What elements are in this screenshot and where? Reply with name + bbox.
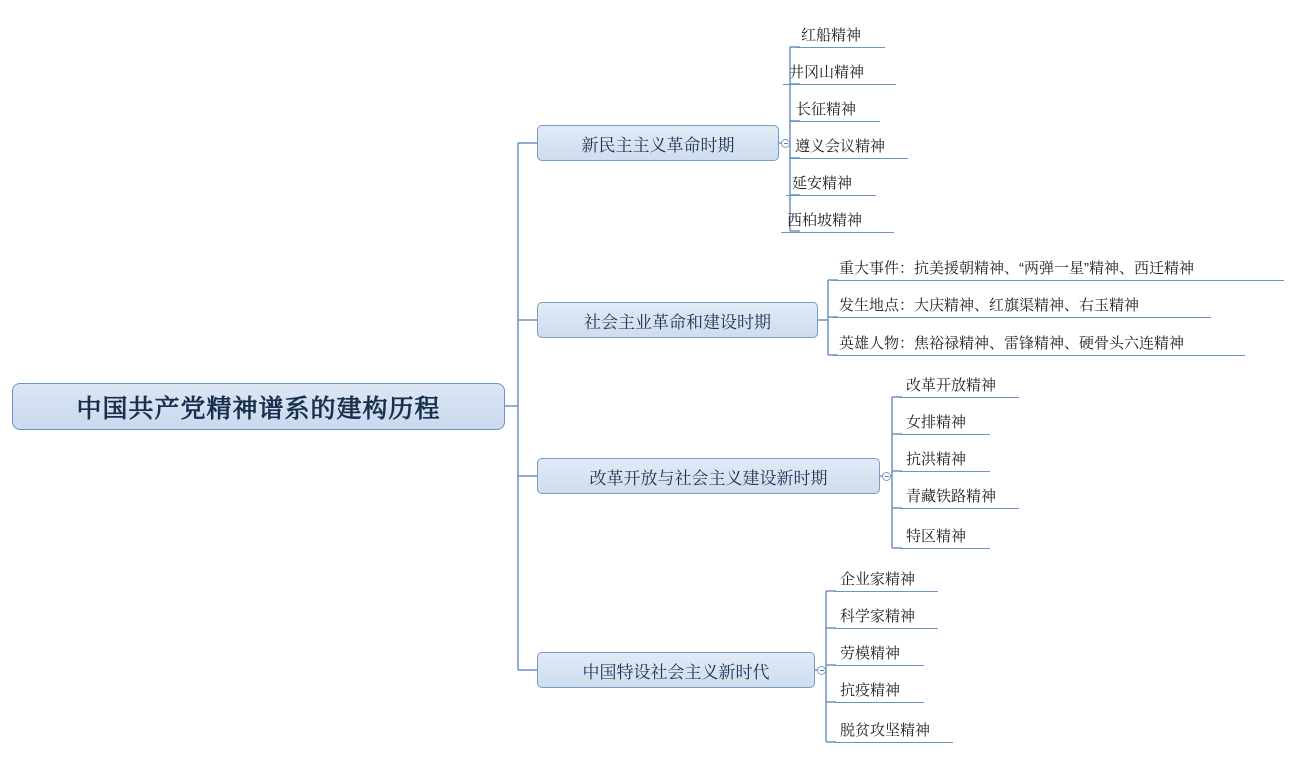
leaf-node-2-2-label: 发生地点：大庆精神、红旗渠精神、右玉精神 <box>839 297 1140 314</box>
branch-node-3-label: 改革开放与社会主义建设新时期 <box>589 468 828 488</box>
leaf-node-3-4-label: 青藏铁路精神 <box>906 488 997 505</box>
branch-node-4[interactable] <box>537 652 815 688</box>
leaf-node-3-5[interactable] <box>900 523 990 549</box>
leaf-node-3-4[interactable] <box>900 483 1019 509</box>
leaf-node-4-1[interactable] <box>834 566 938 592</box>
collapse-toggle-branch-3[interactable] <box>882 472 891 481</box>
leaf-node-4-5-label: 脱贫攻坚精神 <box>840 722 931 739</box>
leaf-node-4-1-label: 企业家精神 <box>840 571 916 588</box>
leaf-node-3-1[interactable] <box>900 372 1019 398</box>
leaf-node-2-1-label: 重大事件：抗美援朝精神、“两弹一星”精神、西迁精神 <box>839 260 1194 277</box>
leaf-node-2-1[interactable] <box>833 255 1284 281</box>
leaf-node-1-4-label: 遵义会议精神 <box>795 138 886 155</box>
leaf-node-1-5-label: 延安精神 <box>792 175 853 192</box>
leaf-node-1-2[interactable] <box>783 59 896 85</box>
leaf-node-1-3[interactable] <box>790 96 880 122</box>
leaf-node-1-6-label: 西柏坡精神 <box>787 212 863 229</box>
leaf-node-1-5[interactable] <box>786 170 876 196</box>
leaf-node-4-2-label: 科学家精神 <box>840 608 916 625</box>
leaf-node-3-2-label: 女排精神 <box>906 414 967 431</box>
branch-node-1[interactable] <box>537 125 779 161</box>
leaf-node-1-3-label: 长征精神 <box>796 101 857 118</box>
branch-node-2-label: 社会主业革命和建设时期 <box>584 312 771 332</box>
leaf-node-1-1-label: 红船精神 <box>801 27 862 44</box>
branch-node-3[interactable] <box>537 458 880 494</box>
leaf-node-1-1[interactable] <box>795 22 885 48</box>
leaf-node-4-2[interactable] <box>834 603 938 629</box>
leaf-node-4-3-label: 劳模精神 <box>840 645 901 662</box>
collapse-toggle-branch-4[interactable] <box>817 666 826 675</box>
leaf-node-2-3[interactable] <box>833 330 1245 356</box>
root-node-label: 中国共产党精神谱系的建构历程 <box>76 394 441 423</box>
leaf-node-1-2-label: 井冈山精神 <box>789 64 865 81</box>
leaf-node-4-4[interactable] <box>834 677 924 703</box>
leaf-node-2-3-label: 英雄人物：焦裕禄精神、雷锋精神、硬骨头六连精神 <box>839 335 1185 352</box>
leaf-node-4-3[interactable] <box>834 640 924 666</box>
branch-node-2[interactable] <box>537 302 818 338</box>
leaf-node-3-3-label: 抗洪精神 <box>906 451 967 468</box>
branch-node-1-label: 新民主主义革命时期 <box>581 135 735 155</box>
branch-node-4-label: 中国特设社会主义新时代 <box>582 662 770 682</box>
leaf-node-4-5[interactable] <box>834 717 953 743</box>
leaf-node-3-2[interactable] <box>900 409 990 435</box>
leaf-node-4-4-label: 抗疫精神 <box>840 682 901 699</box>
leaf-node-1-6[interactable] <box>781 207 894 233</box>
leaf-node-1-4[interactable] <box>789 133 908 159</box>
root-node[interactable] <box>12 383 505 430</box>
leaf-node-3-1-label: 改革开放精神 <box>906 377 997 394</box>
leaf-node-2-2[interactable] <box>833 292 1211 318</box>
leaf-node-3-3[interactable] <box>900 446 990 472</box>
leaf-node-3-5-label: 特区精神 <box>906 528 967 545</box>
